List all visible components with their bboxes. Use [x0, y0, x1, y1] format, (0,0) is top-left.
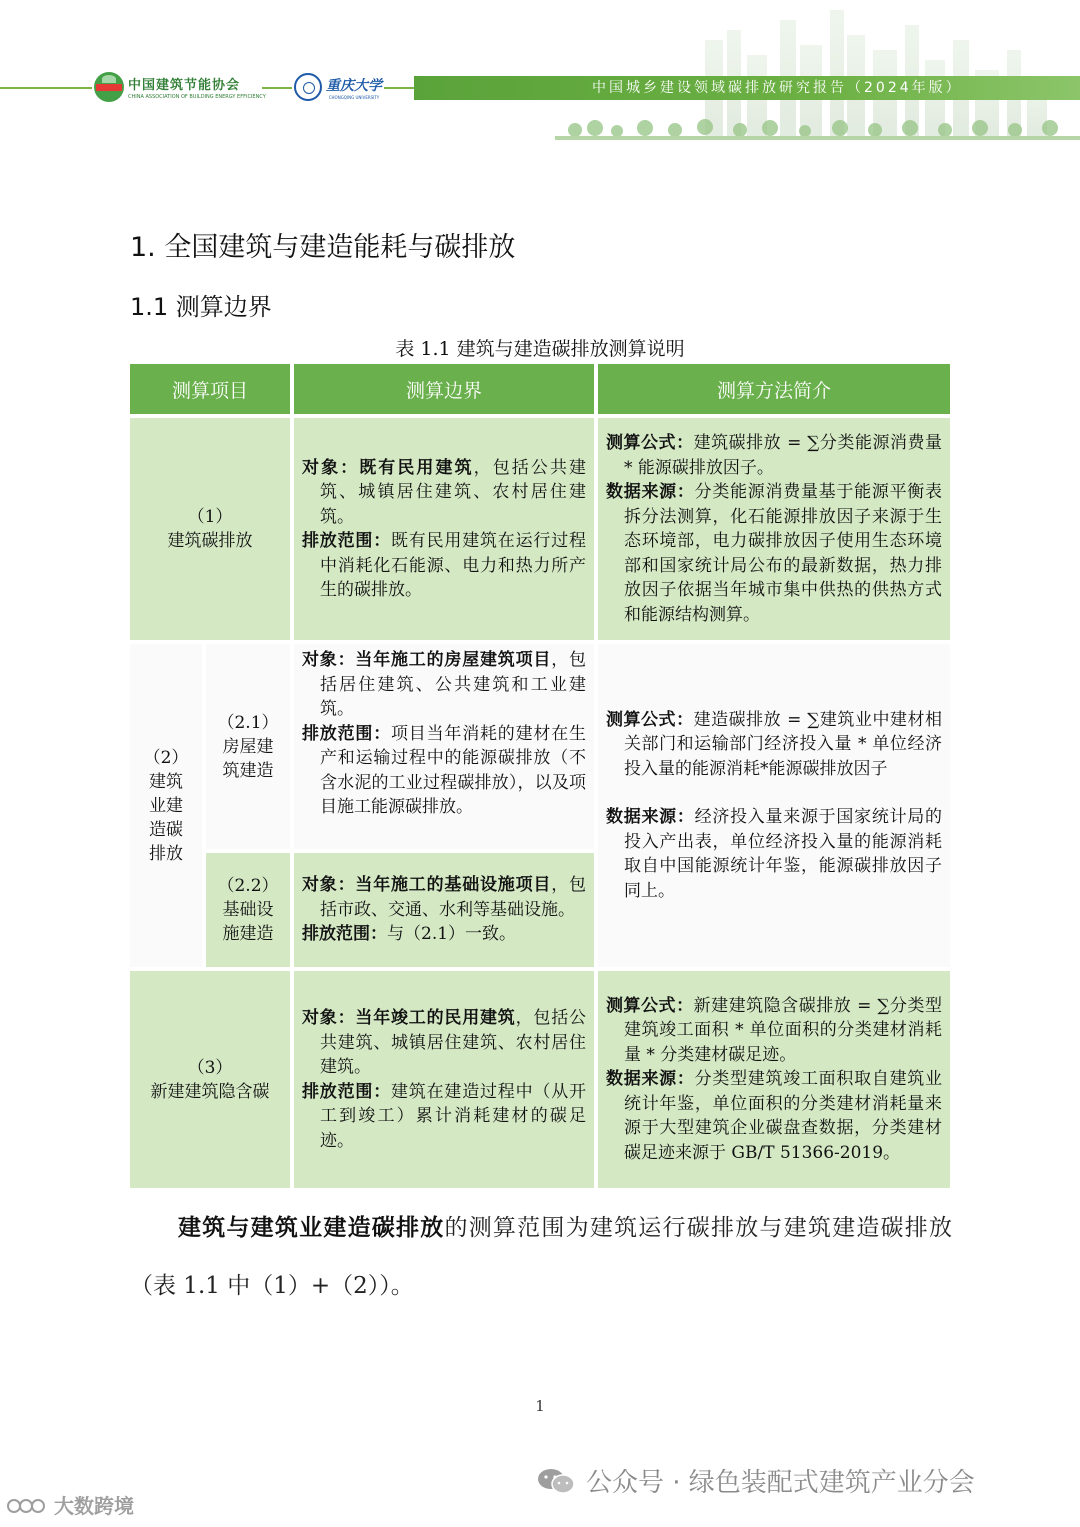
row2-1-object-bold: 当年施工的房屋建筑项目: [355, 650, 552, 670]
row2-2-boundary: [294, 853, 594, 967]
row2-2-scope-text: 与（2.1）一致。: [387, 924, 517, 945]
row3-name: 新建建筑隐含碳: [150, 1081, 270, 1102]
row2-2-item: [206, 853, 290, 967]
row2-formula-text: 建造碳排放 = ∑建筑业中建材相关部门和运输部门经济投入量 * 单位经济投入量的能源消耗*能源碳排放因子: [624, 709, 943, 779]
row2-formula-label: 测算公式：: [606, 709, 694, 730]
row2-2-object-rest: ，包括市政、交通、水利等基础设施。: [320, 875, 587, 920]
row2-2-name: 基础设施建造: [222, 900, 274, 944]
row1-scope: [302, 529, 586, 603]
page-number: 1: [535, 1397, 545, 1415]
row3-formula-label: 测算公式：: [606, 995, 694, 1016]
row3-object-label: 对象：: [302, 1008, 356, 1028]
cqu-name: 重庆大学: [326, 77, 382, 94]
row2-1-boundary: [294, 644, 594, 849]
row2-1-item: [206, 644, 290, 849]
wechat-account-text: 公众号 · 绿色装配式建筑产业分会: [586, 1468, 975, 1498]
row2-2-scope: [302, 922, 586, 947]
row3-number: （3）: [187, 1057, 233, 1078]
row2-method: [598, 644, 950, 967]
header-rule-mid: [262, 87, 292, 89]
report-banner: [414, 76, 1080, 100]
city-skyline-icon: [555, 0, 1080, 148]
row1-boundary: [294, 418, 594, 640]
row2-1-number: （2.1）: [217, 712, 279, 733]
paragraph-bold: 建筑与建筑业建造碳排放: [178, 1215, 445, 1241]
row2-1-object-label: 对象：: [302, 650, 356, 670]
row2-2-object-label: 对象：: [302, 875, 356, 896]
row1-object: [302, 456, 586, 530]
row3-source-text: 分类型建筑竣工面积取自建筑业统计年鉴，单位面积的分类建材消耗量来源于大型建筑企业碳盘查数据，分类建材碳足迹来源于 GB/T 51366-2019。: [624, 1069, 943, 1163]
row2-formula: [606, 708, 942, 782]
row2-2-object: [302, 873, 586, 922]
row2-1-scope-text: 项目当年消耗的建材在生产和运输过程中的能源碳排放（不含水泥的工业过程碳排放），以及项目施工能源碳排放。: [320, 723, 586, 817]
corner-logo-icon: [6, 1494, 50, 1516]
row1-item: [130, 418, 290, 640]
row1-scope-label: 排放范围：: [302, 531, 391, 551]
row1-formula: [606, 431, 942, 480]
cabee-emblem-icon: [94, 72, 124, 102]
page-header: [0, 0, 1080, 150]
row1-name: 建筑碳排放: [167, 531, 253, 551]
row1-method: [598, 418, 950, 640]
section-title: 1. 全国建筑与建造能耗与碳排放: [130, 232, 516, 263]
row3-method: [598, 971, 950, 1188]
header-rule-right: [384, 87, 414, 89]
row1-object-bold: 既有民用建筑: [359, 457, 474, 478]
cqu-subtitle: CHONGQING UNIVERSITY: [328, 94, 380, 100]
corner-watermark: [6, 1490, 134, 1519]
row2-source: [606, 805, 942, 903]
cqu-logo: [294, 73, 382, 101]
cabee-logo: [94, 72, 266, 102]
row1-source-text: 分类能源消费量基于能源平衡表拆分法测算，化石能源排放因子来源于生态环境部，电力碳排放因子使用生态环境部和国家统计局公布的最新数据，热力排放因子依据当年城市集中供热的供热方式和能源结构测算。: [624, 482, 943, 625]
row3-scope-label: 排放范围：: [302, 1081, 391, 1102]
header-boundary: 测算边界: [294, 364, 594, 414]
row2-item: [130, 644, 202, 967]
row1-formula-label: 测算公式：: [606, 433, 694, 453]
row2-1-object-rest: ，包括居住建筑、公共建筑和工业建筑。: [320, 650, 587, 719]
row2-2-object-bold: 当年施工的基础设施项目: [355, 875, 552, 896]
row3-object-bold: 当年竣工的民用建筑: [355, 1008, 516, 1028]
body-paragraph: [130, 1199, 952, 1315]
row1-source: [606, 480, 942, 627]
row3-formula: [606, 994, 942, 1068]
row2-source-text: 经济投入量来源于国家统计局的投入产出表，单位经济投入量的能源消耗取自中国能源统计年鉴，能源碳排放因子同上。: [624, 807, 943, 901]
row1-object-rest: ，包括公共建筑、城镇居住建筑、农村居住建筑。: [320, 457, 587, 527]
row3-boundary: [294, 971, 594, 1188]
row3-source: [606, 1067, 942, 1165]
row3-object: [302, 1006, 586, 1080]
wechat-watermark: [536, 1462, 975, 1499]
table-caption: 表 1.1 建筑与建造碳排放测算说明: [395, 338, 685, 360]
report-title: 中国城乡建设领域碳排放研究报告（2024年版）: [592, 80, 963, 96]
row2-number: （2）: [143, 747, 189, 768]
row2-1-scope-label: 排放范围：: [302, 723, 391, 744]
row2-1-object: [302, 648, 586, 722]
row1-formula-text: 建筑碳排放 = ∑分类能源消费量 * 能源碳排放因子。: [624, 433, 943, 478]
cabee-subtitle: CHINA ASSOCIATION OF BUILDING ENERGY EFFICIENCY: [128, 94, 266, 100]
header-method: 测算方法简介: [598, 364, 950, 414]
header-item: 测算项目: [130, 364, 290, 414]
row2-2-number: （2.2）: [217, 876, 279, 896]
row3-source-label: 数据来源：: [606, 1069, 695, 1090]
row2-2-scope-label: 排放范围：: [302, 924, 387, 945]
corner-watermark-text: 大数跨境: [54, 1494, 134, 1518]
row2-name: 建筑业建造碳排放: [149, 771, 183, 864]
row2-source-label: 数据来源：: [606, 807, 695, 828]
row2-1-scope: [302, 722, 586, 820]
row3-formula-text: 新建建筑隐含碳排放 = ∑分类型建筑竣工面积 * 单位面积的分类建材消耗量 * 分类建材碳足迹。: [624, 995, 943, 1065]
row1-scope-text: 既有民用建筑在运行过程中消耗化石能源、电力和热力所产生的碳排放。: [320, 531, 586, 600]
row3-scope-text: 建筑在建造过程中（从开工到竣工）累计消耗建材的碳足迹。: [320, 1081, 586, 1151]
row3-object-rest: ，包括公共建筑、城镇居住建筑、农村居住建筑。: [320, 1008, 587, 1077]
paragraph-text: 的测算范围为建筑运行碳排放与建筑建造碳排放（表 1.1 中（1）+（2））。: [130, 1215, 953, 1299]
wechat-icon: [536, 1467, 576, 1495]
header-rule-left: [0, 87, 92, 89]
row3-item: [130, 971, 290, 1188]
row1-number: （1）: [187, 507, 233, 527]
subsection-title: 1.1 测算边界: [130, 293, 272, 321]
row1-source-label: 数据来源：: [606, 482, 695, 502]
cabee-name: 中国建筑节能协会: [128, 78, 241, 93]
row1-object-label: 对象：: [302, 457, 360, 478]
row3-scope: [302, 1080, 586, 1154]
cqu-seal-icon: [294, 73, 322, 101]
row2-1-name: 房屋建筑建造: [222, 736, 274, 781]
